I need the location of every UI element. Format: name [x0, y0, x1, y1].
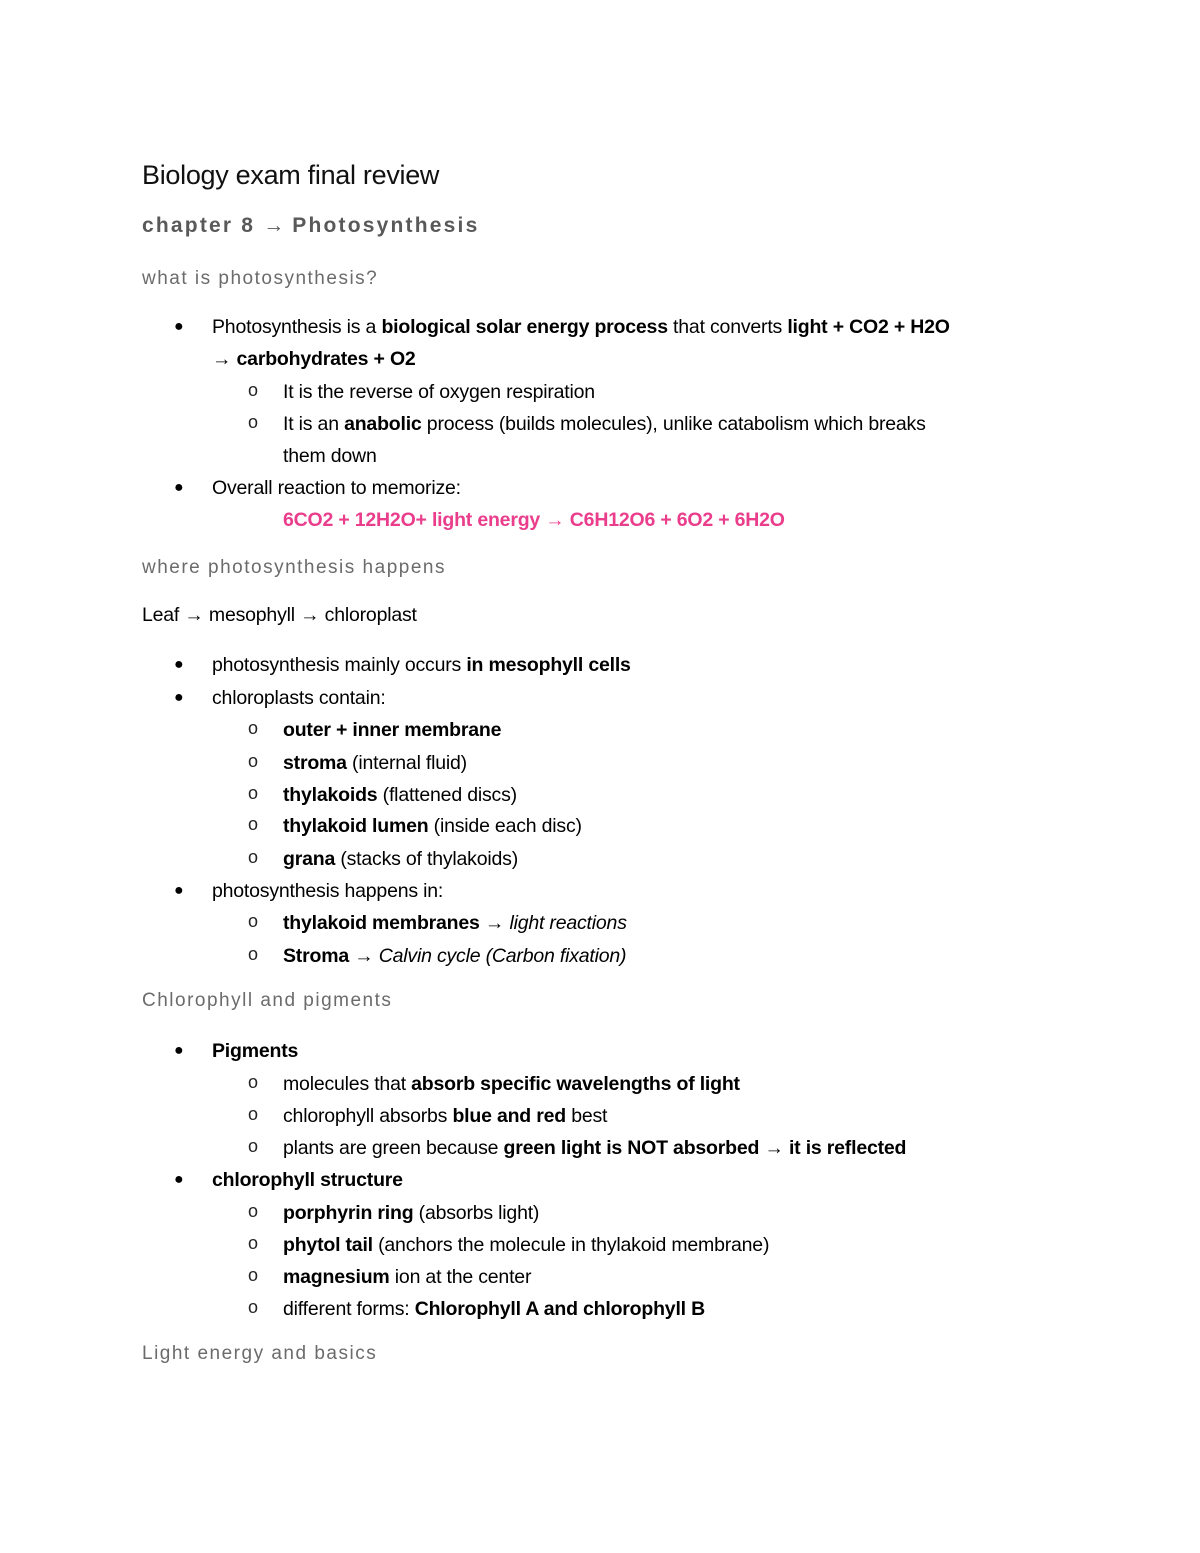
- sub-list-item: [283, 1136, 906, 1160]
- sub-bullet-icon: o: [248, 1136, 259, 1156]
- sub-list-item: [283, 1072, 740, 1096]
- bold-text: magnesium: [283, 1266, 390, 1288]
- list-item: [212, 653, 631, 677]
- text: chlorophyll absorbs: [283, 1105, 453, 1127]
- bullet-icon: ●: [174, 479, 184, 496]
- bold-text: anabolic: [344, 413, 422, 435]
- sub-list-item: [283, 944, 626, 968]
- location-path: [142, 603, 417, 627]
- sub-bullet-icon: o: [248, 814, 259, 834]
- bullet-icon: ●: [174, 656, 184, 673]
- bold-text: biological solar energy process: [381, 316, 668, 338]
- arrow-icon: →: [354, 945, 374, 967]
- bullet-icon: ●: [174, 318, 184, 335]
- list-item: [212, 315, 950, 339]
- section-heading: Light energy and basics: [142, 1343, 378, 1364]
- bold-text: thylakoids: [283, 784, 378, 806]
- sub-bullet-icon: o: [248, 783, 259, 803]
- list-item: photosynthesis happens in:: [212, 880, 444, 902]
- sub-list-item: [283, 1104, 607, 1128]
- sub-bullet-icon: o: [248, 1297, 259, 1317]
- bold-text: Pigments: [212, 1040, 299, 1062]
- text: (flattened discs): [377, 784, 517, 806]
- sub-bullet-icon: o: [248, 1233, 259, 1253]
- sub-bullet-icon: o: [248, 1201, 259, 1221]
- arrow-icon: →: [484, 912, 505, 934]
- bold-text: thylakoid lumen: [283, 815, 429, 837]
- bold-text: Chlorophyll A and chlorophyll B: [414, 1298, 705, 1320]
- sub-list-item: [283, 911, 627, 935]
- arrow-icon: →: [263, 214, 285, 237]
- sub-list-item: [283, 814, 582, 838]
- bold-text: chlorophyll structure: [212, 1169, 403, 1191]
- sub-list-item: It is the reverse of oxygen respiration: [283, 381, 595, 403]
- bold-text: carbohydrates + O2: [236, 348, 416, 370]
- bold-text: light + CO2 + H2O: [787, 316, 950, 338]
- text: It is an: [283, 413, 345, 435]
- text: Photosynthesis is a: [212, 316, 382, 338]
- section-heading: where photosynthesis happens: [142, 557, 446, 578]
- text: (internal fluid): [346, 752, 467, 774]
- section-heading: Chlorophyll and pigments: [142, 990, 393, 1011]
- sub-bullet-icon: o: [248, 1072, 259, 1092]
- document-title: Biology exam final review: [142, 160, 440, 190]
- arrow-icon: →: [212, 348, 232, 370]
- sub-bullet-icon: o: [248, 911, 259, 931]
- sub-bullet-icon: o: [248, 847, 259, 867]
- bold-text: absorb specific wavelengths of light: [411, 1073, 740, 1095]
- chapter-topic: Photosynthesis: [292, 214, 480, 237]
- text: ion at the center: [389, 1266, 532, 1288]
- bullet-icon: ●: [174, 1171, 184, 1188]
- arrow-icon: →: [300, 604, 320, 626]
- text: (absorbs light): [413, 1202, 540, 1224]
- sub-list-item: [283, 1201, 539, 1225]
- bold-text: grana: [283, 848, 336, 870]
- bullet-icon: ●: [174, 1042, 184, 1059]
- bold-text: it is reflected: [788, 1137, 907, 1159]
- list-item: [212, 1039, 298, 1063]
- chapter-label: chapter 8: [142, 214, 256, 237]
- text: plants are green because: [283, 1137, 504, 1159]
- sub-bullet-icon: o: [248, 718, 259, 738]
- section-heading: what is photosynthesis?: [142, 268, 379, 289]
- italic-text: light reactions: [509, 912, 627, 934]
- text: (anchors the molecule in thylakoid membrane): [372, 1234, 770, 1256]
- sub-list-item-continuation: them down: [283, 445, 377, 467]
- sub-bullet-icon: o: [248, 380, 259, 400]
- italic-text: Calvin cycle (Carbon fixation): [378, 945, 627, 967]
- sub-list-item: [283, 1297, 705, 1321]
- equation-text: 6CO2 + 12H2O+ light energy → C6H12O6 + 6O2 + 6H2O: [283, 509, 785, 531]
- sub-list-item: [283, 847, 518, 871]
- bold-text: Stroma: [283, 945, 355, 967]
- bold-text: porphyrin ring: [283, 1202, 414, 1224]
- bold-text: thylakoid membranes: [283, 912, 485, 934]
- text: that converts: [667, 316, 788, 338]
- text: best: [565, 1105, 608, 1127]
- arrow-icon: →: [764, 1137, 784, 1159]
- bold-text: in mesophyll cells: [466, 654, 631, 676]
- sub-bullet-icon: o: [248, 1104, 259, 1124]
- text: (inside each disc): [428, 815, 582, 837]
- text: Leaf: [142, 604, 180, 626]
- bold-text: outer + inner membrane: [283, 719, 502, 741]
- bullet-icon: ●: [174, 689, 184, 706]
- sub-list-item: [283, 1233, 769, 1257]
- list-item: chloroplasts contain:: [212, 687, 386, 709]
- bold-text: green light is NOT absorbed: [503, 1137, 760, 1159]
- text: chloroplast: [324, 604, 417, 626]
- equation: [283, 508, 785, 532]
- bold-text: stroma: [283, 752, 347, 774]
- arrow-icon: →: [184, 604, 204, 626]
- sub-list-item: [283, 783, 517, 807]
- list-item: Overall reaction to memorize:: [212, 477, 461, 499]
- text: photosynthesis mainly occurs: [212, 654, 467, 676]
- sub-list-item: [283, 1265, 531, 1289]
- list-item-continuation: [212, 347, 416, 371]
- sub-bullet-icon: o: [248, 1265, 259, 1285]
- sub-list-item: [283, 718, 501, 742]
- text: process (builds molecules), unlike catabolism which breaks: [421, 413, 926, 435]
- sub-bullet-icon: o: [248, 412, 259, 432]
- text: molecules that: [283, 1073, 412, 1095]
- sub-bullet-icon: o: [248, 751, 259, 771]
- sub-bullet-icon: o: [248, 944, 259, 964]
- text: different forms:: [283, 1298, 415, 1320]
- bold-text: blue and red: [452, 1105, 566, 1127]
- bullet-icon: ●: [174, 882, 184, 899]
- sub-list-item: [283, 412, 926, 436]
- chapter-heading: [142, 214, 479, 238]
- list-item: [212, 1168, 403, 1192]
- text: mesophyll: [208, 604, 295, 626]
- bold-text: phytol tail: [283, 1234, 373, 1256]
- text: (stacks of thylakoids): [335, 848, 518, 870]
- sub-list-item: [283, 751, 467, 775]
